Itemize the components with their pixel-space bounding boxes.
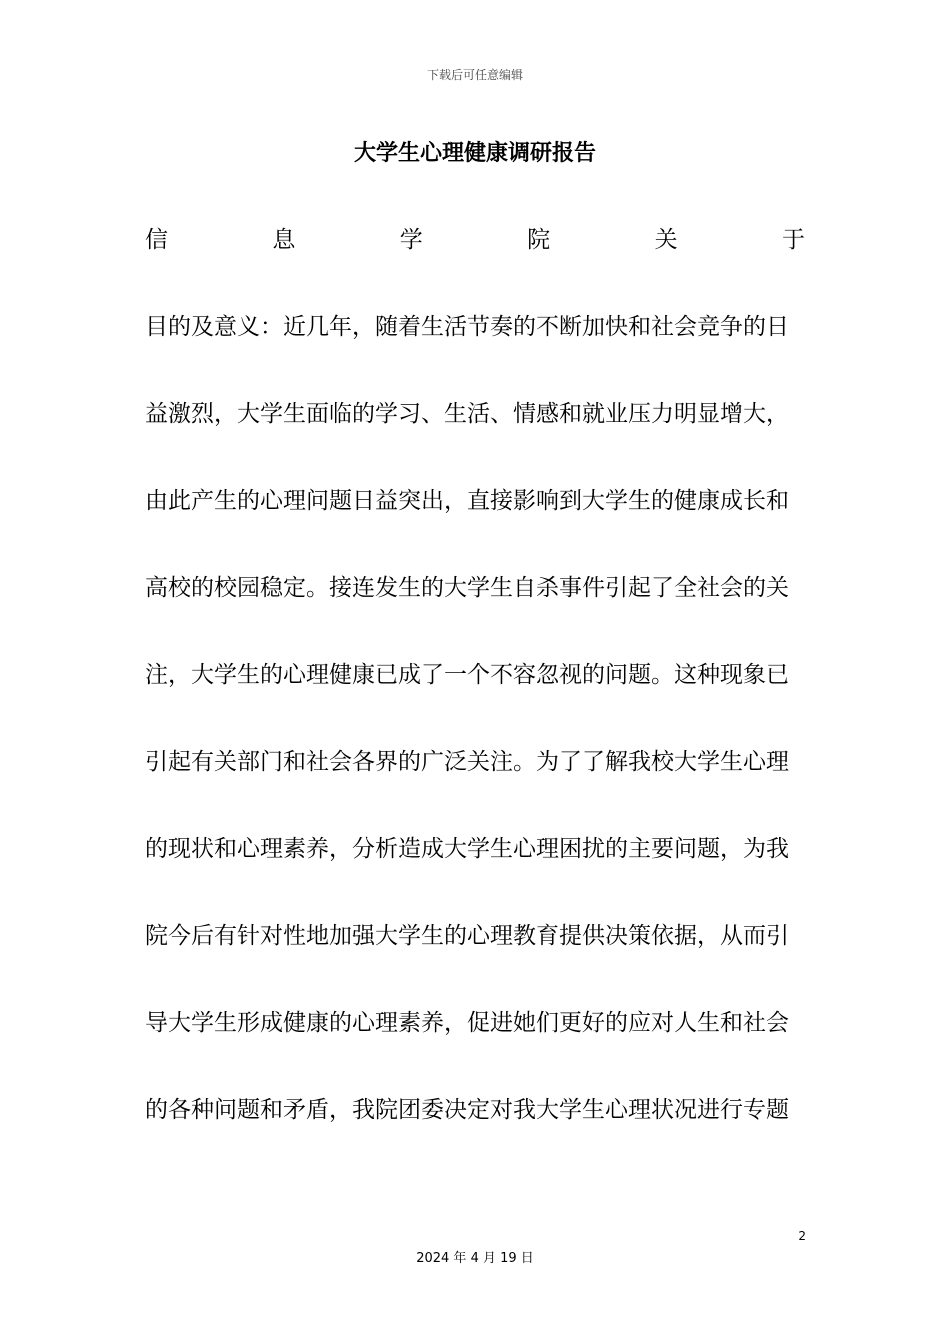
body-line: 目的及意义：近几年，随着生活节奏的不断加快和社会竞争的日 (145, 314, 789, 340)
document-body (145, 210, 805, 1167)
spread-char: 于 (781, 227, 805, 253)
header-note: 下载后可任意编辑 (426, 68, 523, 82)
spread-char: 关 (654, 227, 678, 253)
document-title: 大学生心理健康调研报告 (353, 141, 596, 166)
page-number: 2 (798, 1229, 806, 1243)
body-line: 由此产生的心理问题日益突出，直接影响到大学生的健康成长和 (145, 488, 789, 514)
body-line: 的各种问题和矛盾，我院团委决定对我大学生心理状况进行专题 (145, 1097, 789, 1123)
footer-date: 2024 年 4 月 19 日 (416, 1251, 534, 1266)
body-line: 引起有关部门和社会各界的广泛关注。为了了解我校大学生心理 (145, 749, 789, 775)
body-line: 的现状和心理素养，分析造成大学生心理困扰的主要问题，为我 (145, 836, 789, 862)
body-line: 高校的校园稳定。接连发生的大学生自杀事件引起了全社会的关 (145, 575, 789, 601)
body-line: 院今后有针对性地加强大学生的心理教育提供决策依据，从而引 (145, 923, 789, 949)
spread-char: 息 (272, 227, 296, 253)
body-line: 注，大学生的心理健康已成了一个不容忽视的问题。这种现象已 (145, 662, 789, 688)
spread-char: 院 (527, 227, 551, 253)
spread-char: 信 (145, 227, 168, 253)
spread-char: 学 (399, 227, 423, 253)
body-line: 益激烈，大学生面临的学习、生活、情感和就业压力明显增大， (145, 401, 789, 427)
spread-line (145, 210, 805, 297)
body-line: 导大学生形成健康的心理素养，促进她们更好的应对人生和社会 (145, 1010, 789, 1036)
